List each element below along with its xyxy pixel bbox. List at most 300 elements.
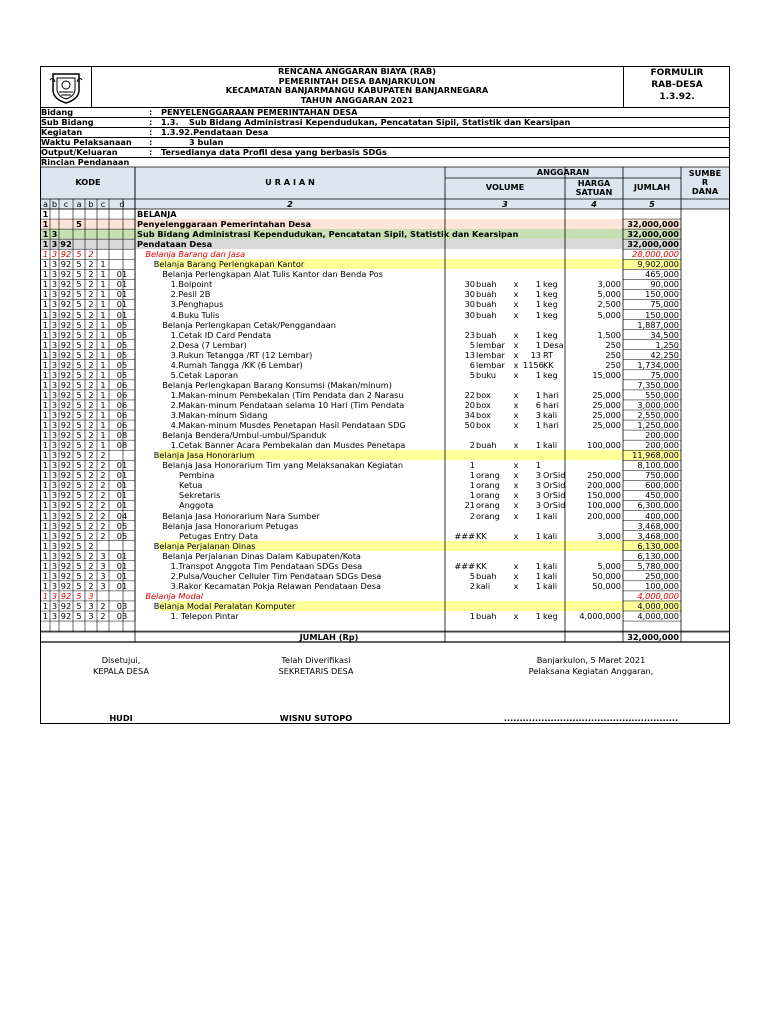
jumlah-cell: 3,468,000 <box>637 530 679 541</box>
kode-cell: 5 <box>76 611 82 621</box>
volume-qty: ### <box>454 560 475 571</box>
verifier-title: SEKRETARIS DESA <box>278 666 354 676</box>
jumlah-cell: 200,000 <box>645 430 679 441</box>
kode-cell: 5 <box>76 490 82 501</box>
kode-cell: 1 <box>100 399 106 410</box>
kode-cell: 92 <box>60 560 72 571</box>
kode-cell: 3 <box>51 450 58 461</box>
sumber-header-2: R <box>701 177 709 187</box>
volume-unit: box <box>476 410 491 420</box>
uraian-cell: 3.Penghapus <box>170 299 224 310</box>
kode-cell: 1 <box>100 440 106 451</box>
kode-cell: 05 <box>116 520 128 531</box>
kode-cell: 1 <box>100 349 106 360</box>
volume-unit: lembar <box>476 359 505 370</box>
anggaran-header: ANGGARAN <box>536 167 590 177</box>
frequency-unit: keg <box>543 369 558 380</box>
table-row <box>41 470 729 480</box>
table-row <box>41 480 729 490</box>
uraian-cell: Ketua <box>179 480 203 491</box>
volume-qty: 50 <box>464 420 475 431</box>
kode-cell: 1 <box>42 259 49 270</box>
jumlah-cell: 4,000,000 <box>637 600 679 611</box>
frequency-qty: 3 <box>535 410 541 420</box>
verifier-caption: Telah Diverifikasi <box>281 655 351 665</box>
kode-letter: b <box>88 199 94 209</box>
kode-cell: 01 <box>116 560 128 571</box>
frequency-qty: 3 <box>535 470 541 481</box>
harga-satuan-cell: 50,000 <box>592 570 621 581</box>
kode-cell: 5 <box>76 339 82 350</box>
volume-qty: 23 <box>464 329 475 340</box>
frequency-unit: keg <box>543 309 558 320</box>
kode-cell: 03 <box>116 611 128 621</box>
harga-satuan-cell: 25,000 <box>592 389 621 400</box>
kode-cell: 92 <box>60 590 72 601</box>
table-row <box>41 460 729 470</box>
kode-cell: 06 <box>116 399 128 410</box>
kode-cell: 3 <box>51 490 58 501</box>
harga-satuan-cell: 200,000 <box>587 510 621 521</box>
volume-times: x <box>513 611 519 621</box>
volume-times: x <box>513 309 519 320</box>
table-row <box>41 299 729 309</box>
kode-cell: 5 <box>76 269 82 280</box>
form-name: RAB-DESA <box>651 80 703 90</box>
kode-cell: 2 <box>88 520 94 531</box>
frequency-unit: kali <box>543 440 558 451</box>
volume-qty: 6 <box>469 359 475 370</box>
fiscal-year-title: TAHUN ANGGARAN 2021 <box>300 94 414 105</box>
uraian-cell: Belanja Modal <box>145 590 203 601</box>
frequency-unit: OrSid <box>543 480 566 491</box>
kode-cell: 1 <box>42 570 49 581</box>
kode-cell: 92 <box>60 249 72 260</box>
volume-times: x <box>513 560 519 571</box>
volume-qty: 2 <box>469 440 475 451</box>
kode-cell: 5 <box>76 249 82 260</box>
frequency-unit: kali <box>543 570 558 581</box>
info-separator: : <box>149 137 153 147</box>
jumlah-cell: 9,902,000 <box>637 259 679 270</box>
kode-cell: 1 <box>100 369 106 380</box>
jumlah-cell: 6,300,000 <box>637 500 679 511</box>
kode-cell: 1 <box>42 329 49 340</box>
uraian-cell: 4.Rumah Tangga /KK (6 Lembar) <box>170 359 303 370</box>
kode-cell: 92 <box>60 530 72 541</box>
kode-cell: 5 <box>76 540 82 551</box>
kode-cell: 1 <box>42 279 49 290</box>
frequency-unit: hari <box>543 399 559 410</box>
frequency-unit: OrSid <box>543 490 566 501</box>
volume-times: x <box>513 389 519 400</box>
table-row <box>41 229 729 239</box>
uraian-cell: 1.Bolpoint <box>170 279 213 290</box>
kode-cell: 2 <box>100 611 106 621</box>
frequency-qty: 1 <box>535 309 541 320</box>
table-row <box>41 420 729 430</box>
kode-cell: 04 <box>116 510 128 521</box>
harga-satuan-cell: 200,000 <box>587 480 621 491</box>
kode-cell: 5 <box>76 600 82 611</box>
uraian-cell: Belanja Perlengkapan Cetak/Penggandaan <box>162 319 336 330</box>
kode-cell: 3 <box>51 460 58 471</box>
kode-cell: 2 <box>88 580 94 591</box>
table-row <box>41 259 729 269</box>
kode-cell: 92 <box>60 490 72 501</box>
volume-qty: 34 <box>464 410 475 420</box>
jumlah-cell: 400,000 <box>645 510 679 521</box>
table-row <box>41 209 729 219</box>
frequency-unit: keg <box>543 299 558 310</box>
harga-satuan-cell: 100,000 <box>587 440 621 451</box>
uraian-cell: 1.Makan-minum Pembekalan (Tim Pendata dan 2 Narasu <box>170 389 404 400</box>
kode-cell: 3 <box>51 389 58 400</box>
kode-cell: 1 <box>42 530 49 541</box>
frequency-unit: KK <box>543 359 554 370</box>
kode-cell: 05 <box>116 369 128 380</box>
kode-cell: 01 <box>116 580 128 591</box>
frequency-unit: kali <box>543 560 558 571</box>
volume-times: x <box>513 279 519 290</box>
jumlah-cell: 32,000,000 <box>627 229 679 240</box>
frequency-qty: 6 <box>535 399 541 410</box>
frequency-qty: 1 <box>535 460 541 471</box>
volume-unit: orang <box>476 470 500 481</box>
kode-cell: 92 <box>60 359 72 370</box>
kode-cell: 2 <box>100 480 106 491</box>
kode-cell: 1 <box>42 379 49 390</box>
volume-qty: 1 <box>469 611 475 621</box>
jumlah-cell: 11,968,000 <box>632 450 679 461</box>
kode-cell: 3 <box>51 611 58 621</box>
uraian-cell: 2.Makan-minum Pendataan selama 10 Hari (Tim Pendata <box>170 399 405 410</box>
harga-satuan-cell: 25,000 <box>592 420 621 431</box>
frequency-qty: 1 <box>535 510 541 521</box>
rab-sheet <box>40 66 730 724</box>
table-row <box>41 440 729 450</box>
kode-cell: 92 <box>60 600 72 611</box>
satuan-header: SATUAN <box>575 187 613 197</box>
volume-times: x <box>513 460 519 471</box>
table-row <box>41 380 729 390</box>
uraian-cell: 2.Pesil 2B <box>170 289 211 300</box>
info-separator: : <box>149 117 153 127</box>
kode-cell: 92 <box>60 299 72 310</box>
kode-cell: 3 <box>51 359 58 370</box>
kode-cell: 1 <box>42 349 49 360</box>
kode-cell: 5 <box>76 329 82 340</box>
jumlah-cell: 550,000 <box>645 389 679 400</box>
kode-cell: 5 <box>76 389 82 400</box>
total-label: JUMLAH (Rp) <box>299 632 359 642</box>
uraian-cell: Belanja Perlengkapan Barang Konsumsi (Makan/minum) <box>162 379 392 390</box>
kode-cell: 1 <box>42 289 49 300</box>
kode-cell: 2 <box>88 379 94 390</box>
kode-cell: 1 <box>100 430 106 441</box>
kode-cell: 2 <box>88 510 94 521</box>
sheet-header <box>41 67 729 108</box>
frequency-qty: 1 <box>535 560 541 571</box>
volume-times: x <box>513 329 519 340</box>
frequency-unit: kali <box>543 530 558 541</box>
kode-cell: 5 <box>76 460 82 471</box>
kode-cell: 2 <box>100 510 106 521</box>
kode-letter: c <box>100 199 106 209</box>
kode-cell: 1 <box>42 590 49 601</box>
info-label: Output/Keluaran <box>41 147 118 157</box>
volume-qty: ### <box>454 530 475 541</box>
info-value: 3 bulan <box>189 137 224 147</box>
uraian-cell: Sekretaris <box>179 490 221 501</box>
frequency-unit: keg <box>543 289 558 300</box>
kode-cell: 3 <box>51 550 58 561</box>
kode-cell: 2 <box>100 450 106 461</box>
kode-cell: 92 <box>60 259 72 270</box>
jumlah-cell: 1,250 <box>655 339 679 350</box>
jumlah-cell: 8,100,000 <box>637 460 679 471</box>
jumlah-cell: 32,000,000 <box>627 219 679 230</box>
volume-unit: box <box>476 420 491 431</box>
executor-title: Pelaksana Kegiatan Anggaran, <box>528 666 654 676</box>
kode-cell: 2 <box>88 399 94 410</box>
jumlah-cell: 6,130,000 <box>637 550 679 561</box>
kode-cell: 92 <box>60 289 72 300</box>
kode-cell: 08 <box>116 440 128 451</box>
table-row <box>41 430 729 440</box>
kode-cell: 1 <box>42 611 49 621</box>
kode-cell: 3 <box>51 500 58 511</box>
kode-cell: 2 <box>88 269 94 280</box>
kode-cell: 92 <box>60 430 72 441</box>
frequency-unit: Desa <box>543 339 564 350</box>
kode-cell: 92 <box>60 329 72 340</box>
table-row <box>41 269 729 279</box>
info-separator: : <box>149 127 153 137</box>
kode-cell: 3 <box>51 229 58 240</box>
frequency-qty: 1 <box>535 420 541 431</box>
uraian-cell: 2.Desa (7 Lembar) <box>170 339 247 350</box>
volume-times: x <box>513 299 519 310</box>
kode-cell: 5 <box>76 299 82 310</box>
info-separator: : <box>149 107 153 117</box>
kode-cell: 1 <box>42 229 49 240</box>
kode-cell: 1 <box>42 410 49 420</box>
kode-cell: 3 <box>51 309 58 320</box>
uraian-cell: Belanja Jasa Honorarium Petugas <box>162 520 299 531</box>
kode-cell: 3 <box>51 259 58 270</box>
frequency-unit: OrSid <box>543 470 566 481</box>
frequency-unit: keg <box>543 611 558 621</box>
jumlah-cell: 750,000 <box>645 470 679 481</box>
volume-qty: 1 <box>469 490 475 501</box>
jumlah-cell: 75,000 <box>650 299 679 310</box>
kode-cell: 92 <box>60 389 72 400</box>
volume-times: x <box>513 440 519 451</box>
kode-cell: 01 <box>116 490 128 501</box>
kode-cell: 5 <box>76 560 82 571</box>
frequency-unit: kali <box>543 580 558 591</box>
kode-cell: 1 <box>42 399 49 410</box>
harga-header: HARGA <box>577 178 611 188</box>
kode-cell: 2 <box>88 500 94 511</box>
kode-cell: 2 <box>88 530 94 541</box>
kode-cell: 06 <box>116 389 128 400</box>
kode-cell: 3 <box>51 590 58 601</box>
harga-satuan-cell: 3,000 <box>597 530 621 541</box>
regency-emblem-icon <box>49 70 83 104</box>
kode-cell: 92 <box>60 319 72 330</box>
kode-cell: 92 <box>60 480 72 491</box>
jumlah-cell: 4,000,000 <box>637 590 679 601</box>
volume-times: x <box>513 359 519 370</box>
kode-cell: 5 <box>76 570 82 581</box>
jumlah-cell: 2,550,000 <box>637 410 679 420</box>
table-row <box>41 561 729 571</box>
kode-cell: 5 <box>76 440 82 451</box>
approver-name: HUDI <box>109 713 133 723</box>
kode-cell: 1 <box>100 389 106 400</box>
kode-cell: 3 <box>88 611 94 621</box>
frequency-qty: 1 <box>535 369 541 380</box>
kode-cell: 1 <box>100 410 106 420</box>
kode-cell: 5 <box>76 410 82 420</box>
kode-cell: 3 <box>51 329 58 340</box>
jumlah-cell: 6,130,000 <box>637 540 679 551</box>
table-row <box>41 541 729 551</box>
kode-cell: 01 <box>116 299 128 310</box>
kode-cell: 01 <box>116 550 128 561</box>
kode-cell: 1 <box>42 369 49 380</box>
frequency-qty: 1 <box>535 329 541 340</box>
kode-cell: 05 <box>116 530 128 541</box>
uraian-cell: Belanja Perjalanan Dinas <box>153 540 256 551</box>
document-title-block <box>91 67 623 107</box>
table-row <box>41 490 729 500</box>
table-row <box>41 531 729 541</box>
kode-cell: 06 <box>116 379 128 390</box>
volume-times: x <box>513 580 519 591</box>
kode-cell: 1 <box>42 420 49 431</box>
jumlah-cell: 1,734,000 <box>637 359 679 370</box>
kode-cell: 92 <box>60 510 72 521</box>
frequency-qty: 3 <box>535 490 541 501</box>
table-row <box>41 581 729 591</box>
kode-cell: 92 <box>60 309 72 320</box>
kode-cell: 3 <box>51 279 58 290</box>
form-code: 1.3.92. <box>659 92 695 102</box>
kode-cell: 5 <box>76 520 82 531</box>
volume-unit: buah <box>476 440 497 451</box>
table-row <box>41 330 729 340</box>
kode-cell: 5 <box>76 450 82 461</box>
kode-letter: d <box>119 199 125 209</box>
frequency-unit: kali <box>543 410 558 420</box>
volume-times: x <box>513 490 519 501</box>
frequency-unit: hari <box>543 420 559 431</box>
kode-cell: 92 <box>60 540 72 551</box>
harga-satuan-cell: 150,000 <box>587 490 621 501</box>
kode-cell: 01 <box>116 289 128 300</box>
jumlah-cell: 3,468,000 <box>637 520 679 531</box>
kode-cell: 1 <box>42 510 49 521</box>
kode-cell: 2 <box>88 490 94 501</box>
kode-cell: 3 <box>100 550 106 561</box>
kode-cell: 3 <box>51 430 58 441</box>
volume-unit: lembar <box>476 339 505 350</box>
jumlah-cell: 150,000 <box>645 289 679 300</box>
kode-cell: 3 <box>88 600 94 611</box>
volume-times: x <box>513 470 519 481</box>
volume-unit: buah <box>476 299 497 310</box>
kode-cell: 1 <box>100 329 106 340</box>
volume-times: x <box>513 480 519 491</box>
kode-cell: 3 <box>51 289 58 300</box>
frequency-unit: kali <box>543 510 558 521</box>
kode-cell: 2 <box>88 309 94 320</box>
frequency-unit: RT <box>543 349 554 360</box>
jumlah-cell: 32,000,000 <box>627 239 679 250</box>
kode-cell: 1 <box>42 219 49 230</box>
uraian-cell: Belanja Jasa Honorarium <box>153 450 255 461</box>
volume-unit: orang <box>476 510 500 521</box>
uraian-cell: 3.Rakor Kecamatan Pokja Relawan Pendataan Desa <box>170 580 382 591</box>
harga-satuan-cell: 25,000 <box>592 410 621 420</box>
kode-cell: 1 <box>42 500 49 511</box>
table-row <box>41 571 729 581</box>
info-value: Sub Bidang Administrasi Kependudukan, Pencatatan Sipil, Statistik dan Kearsipan <box>189 117 571 127</box>
kode-cell: 5 <box>76 430 82 441</box>
kode-cell: 1 <box>100 359 106 370</box>
frequency-unit: keg <box>543 329 558 340</box>
uraian-cell: Belanja Jasa Honorarium Nara Sumber <box>162 510 320 521</box>
table-row <box>41 219 729 229</box>
kode-cell: 05 <box>116 319 128 330</box>
kode-letter: b <box>51 199 58 209</box>
uraian-cell: Pendataan Desa <box>137 239 213 250</box>
kode-cell: 01 <box>116 269 128 280</box>
kode-cell: 1 <box>42 249 49 260</box>
kode-cell: 1 <box>42 460 49 471</box>
kode-cell: 2 <box>88 329 94 340</box>
uraian-cell: 4.Buku Tulis <box>170 309 220 320</box>
frequency-qty: 1 <box>535 570 541 581</box>
kode-cell: 2 <box>100 520 106 531</box>
kode-cell: 3 <box>51 239 58 250</box>
approver-caption: Disetujui, <box>101 655 141 665</box>
kode-cell: 1 <box>42 490 49 501</box>
kode-cell: 3 <box>51 470 58 481</box>
kode-cell: 2 <box>88 540 94 551</box>
kode-letter: c <box>63 199 69 209</box>
uraian-cell: Belanja Perjalanan Dinas Dalam Kabupaten/Kota <box>162 550 361 561</box>
volume-qty: 2 <box>469 580 475 591</box>
uraian-cell: 3.Rukun Tetangga /RT (12 Lembar) <box>170 349 313 360</box>
sumber-header-1: SUMBE <box>688 168 722 178</box>
kode-cell: 2 <box>88 440 94 451</box>
table-row <box>41 521 729 531</box>
logo-box <box>41 67 92 107</box>
kode-cell: 3 <box>100 570 106 581</box>
kode-cell: 92 <box>60 239 72 250</box>
kode-cell: 2 <box>88 389 94 400</box>
kode-cell: 5 <box>76 480 82 491</box>
kode-cell: 1 <box>42 269 49 280</box>
kode-cell: 01 <box>116 480 128 491</box>
kode-cell: 01 <box>116 470 128 481</box>
sumber-header-3: DANA <box>691 186 719 196</box>
volume-qty: 30 <box>464 289 475 300</box>
